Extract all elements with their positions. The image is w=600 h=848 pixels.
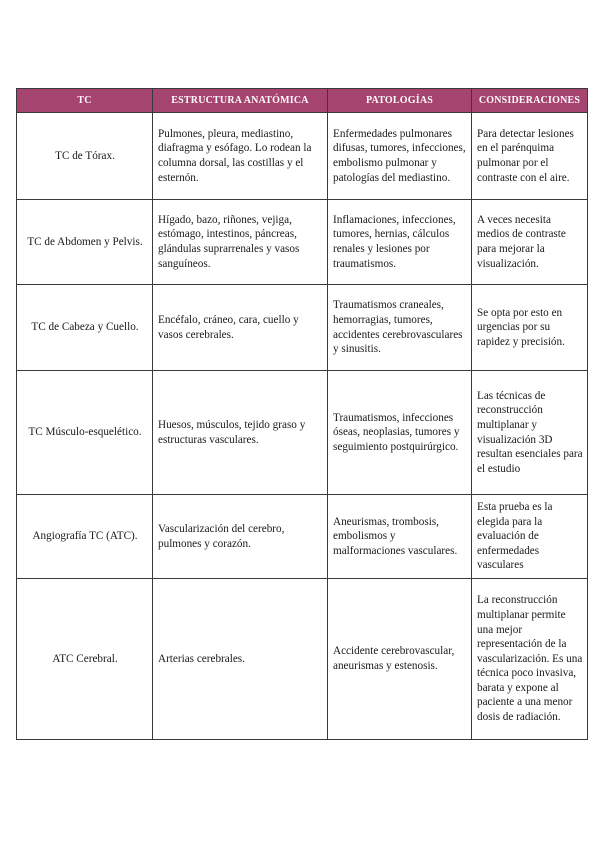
pathology-cell: Enfermedades pulmonares difusas, tumores, infecciones, embolismo pulmonar y patologías del mediastino.	[328, 113, 472, 200]
tc-table	[16, 88, 588, 740]
table-row	[17, 285, 588, 371]
table-row	[17, 579, 588, 740]
table-row	[17, 113, 588, 200]
considerations-cell: A veces necesita medios de contraste para mejorar la visualización.	[472, 200, 588, 285]
table-row	[17, 371, 588, 495]
pathology-cell: Aneurismas, trombosis, embolismos y malformaciones vasculares.	[328, 495, 472, 579]
anatomy-cell: Vascularización del cerebro, pulmones y corazón.	[153, 495, 328, 579]
considerations-cell: Las técnicas de reconstrucción multiplanar y visualización 3D resultan esenciales para el estudio	[472, 371, 588, 495]
anatomy-cell: Huesos, músculos, tejido graso y estructuras vasculares.	[153, 371, 328, 495]
table-row	[17, 495, 588, 579]
anatomy-cell: Hígado, bazo, riñones, vejiga, estómago, intestinos, páncreas, glándulas suprarrenales y vasos sanguíneos.	[153, 200, 328, 285]
anatomy-cell: Encéfalo, cráneo, cara, cuello y vasos cerebrales.	[153, 285, 328, 371]
header-patologias: PATOLOGÍAS	[328, 89, 472, 113]
pathology-cell: Inflamaciones, infecciones, tumores, hernias, cálculos renales y lesiones por traumatismos.	[328, 200, 472, 285]
considerations-cell: Para detectar lesiones en el parénquima pulmonar por el contraste con el aire.	[472, 113, 588, 200]
tc-type-cell: Angiografía TC (ATC).	[17, 495, 153, 579]
header-row	[17, 89, 588, 113]
considerations-cell: La reconstrucción multiplanar permite una mejor representación de la vascularización. Es una técnica poco invasiva, barata y expone al paciente a una menor dosis de radiación.	[472, 579, 588, 740]
tc-type-cell: TC de Cabeza y Cuello.	[17, 285, 153, 371]
tc-type-cell: TC de Abdomen y Pelvis.	[17, 200, 153, 285]
anatomy-cell: Arterias cerebrales.	[153, 579, 328, 740]
header-consideraciones: CONSIDERACIONES	[472, 89, 588, 113]
considerations-cell: Se opta por esto en urgencias por su rapidez y precisión.	[472, 285, 588, 371]
considerations-cell: Esta prueba es la elegida para la evaluación de enfermedades vasculares	[472, 495, 588, 579]
table-row	[17, 200, 588, 285]
tc-type-cell: TC de Tórax.	[17, 113, 153, 200]
tc-type-cell: TC Músculo-esquelético.	[17, 371, 153, 495]
pathology-cell: Traumatismos craneales, hemorragias, tumores, accidentes cerebrovasculares y sinusitis.	[328, 285, 472, 371]
pathology-cell: Traumatismos, infecciones óseas, neoplasias, tumores y seguimiento postquirúrgico.	[328, 371, 472, 495]
header-estructura: ESTRUCTURA ANATÓMICA	[153, 89, 328, 113]
pathology-cell: Accidente cerebrovascular, aneurismas y estenosis.	[328, 579, 472, 740]
tc-type-cell: ATC Cerebral.	[17, 579, 153, 740]
anatomy-cell: Pulmones, pleura, mediastino, diafragma y esófago. Lo rodean la columna dorsal, las costillas y el esternón.	[153, 113, 328, 200]
header-tc: TC	[17, 89, 153, 113]
